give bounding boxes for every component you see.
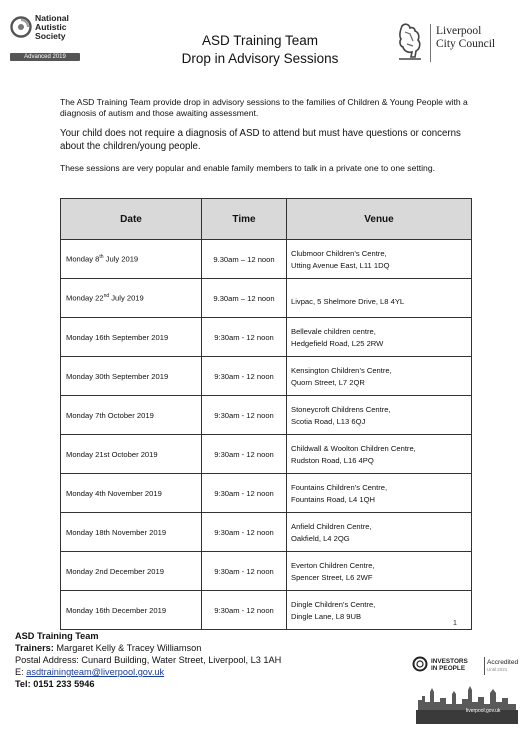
table-row [61,474,472,513]
venue-line-1: Stoneycroft Childrens Centre, [291,405,391,414]
venue-line-1: Kensington Children’s Centre, [291,366,392,375]
date-text: Monday 30th September 2019 [66,371,169,381]
date-rest: July 2019 [103,254,139,264]
session-time: 9:30am - 12 noon [202,357,287,396]
session-time: 9:30am - 12 noon [202,474,287,513]
iip-accredited: Accredited [487,659,519,666]
table-body [61,240,472,630]
email-label: E: [15,667,27,677]
footer-tel: Tel: 0151 233 5946 [15,679,95,689]
session-venue [287,591,472,630]
session-venue [287,396,472,435]
venue-line-2: Oakfield, L4 2QG [291,534,350,543]
table-row [61,552,472,591]
trainers-label: Trainers: [15,643,54,653]
session-time: 9:30am - 12 noon [202,435,287,474]
header-venue: Venue [287,199,472,240]
venue-line-2: Hedgefield Road, L25 2RW [291,339,384,348]
venue-line-2: Scotia Road, L13 6QJ [291,417,366,426]
iip-text: INVESTORS IN PEOPLE [431,658,468,673]
table-row [61,240,472,279]
page-number: 1 [453,620,457,627]
session-time: 9:30am - 12 noon [202,513,287,552]
national-autistic-society-logo [10,14,80,64]
footer-email [15,666,385,678]
session-venue [287,552,472,591]
date-text: Monday 22 [66,293,104,303]
footer-team: ASD Training Team [15,631,99,641]
venue-line-2: Livpac, 5 Shelmore Drive, L8 4YL [291,297,405,306]
table-row [61,396,472,435]
date-ordinal: nd [103,293,110,300]
investors-in-people-logo [412,652,519,682]
session-date [61,474,202,513]
iip-until: Until 2021 [487,667,508,672]
date-text: Monday 7th October 2019 [66,410,154,420]
session-date [61,318,202,357]
email-link[interactable]: asdtrainingteam@liverpool.gov.uk [26,667,165,677]
footer-contact [15,630,385,690]
session-date [61,591,202,630]
venue-line-2: Rudston Road, L16 4PQ [291,456,374,465]
date-text: Monday 21st October 2019 [66,449,158,459]
venue-line-2: Dingle Lane, L8 9UB [291,612,362,621]
date-text: Monday 18th November 2019 [66,527,167,537]
date-text: Monday 8 [66,254,100,264]
venue-line-1: Everton Children Centre, [291,561,375,570]
session-time: 9:30am - 12 noon [202,318,287,357]
date-text: Monday 16th December 2019 [66,605,167,615]
session-date [61,240,202,279]
session-date [61,435,202,474]
session-time: 9.30am – 12 noon [202,279,287,318]
table-header-row [61,199,472,240]
header-time: Time [202,199,287,240]
trainers-names: Margaret Kelly & Tracey Williamson [53,643,202,653]
venue-line-1: Childwall & Woolton Children Centre, [291,444,416,453]
venue-line-1: Clubmoor Children’s Centre, [291,249,387,258]
session-venue [287,357,472,396]
iip-ring-icon [412,656,428,672]
table-row [61,357,472,396]
liverpool-skyline-graphic [416,682,518,724]
session-venue [287,318,472,357]
venue-line-2: Quorn Street, L7 2QR [291,378,365,387]
session-venue [287,435,472,474]
session-venue [287,240,472,279]
date-text: Monday 16th September 2019 [66,332,169,342]
header-date: Date [61,199,202,240]
title-line-1: ASD Training Team [201,33,319,48]
session-date [61,513,202,552]
session-venue [287,279,472,318]
session-date [61,552,202,591]
footer-trainers [15,642,385,654]
skyline-url: liverpool.gov.uk [466,708,501,714]
nas-logo-text: National Autistic Society [35,13,69,42]
table-row [61,513,472,552]
date-rest: July 2019 [109,293,144,303]
nas-badge: Advanced 2019 [10,53,80,61]
council-name: Liverpool City Council [436,25,496,50]
venue-line-2: Utting Avenue East, L11 1DQ [291,261,390,270]
liver-bird-icon [393,22,425,62]
iip-divider [484,657,485,675]
venue-line-1: Dingle Children’s Centre, [291,600,376,609]
venue-line-1: Anfield Children Centre, [291,522,372,531]
session-venue [287,513,472,552]
title-line-2: Drop in Advisory Sessions [181,51,339,66]
session-time: 9:30am - 12 noon [202,552,287,591]
table-row [61,591,472,630]
logo-divider [430,24,431,62]
table-row [61,435,472,474]
intro-paragraph-2: Your child does not require a diagnosis of ASD to attend but must have questions or concerns about the children/young people. [60,128,461,152]
footer-postal: Postal Address: Cunard Building, Water Street, Liverpool, L3 1AH [15,655,282,665]
session-date [61,279,202,318]
venue-line-2: Fountains Road, L4 1QH [291,495,376,504]
session-date [61,357,202,396]
sessions-table [60,198,472,630]
nas-swirl-icon [10,16,32,38]
date-ordinal: th [99,254,104,261]
intro-paragraph-1: The ASD Training Team provide drop in advisory sessions to the families of Children & Young People with a diagnosis of autism and those awaiting assessment. [60,97,468,118]
date-text: Monday 2nd December 2019 [66,566,164,576]
venue-line-2: Spencer Street, L6 2WF [291,573,373,582]
table-row [61,279,472,318]
document-title [140,32,380,68]
session-date [61,396,202,435]
intro-paragraph-3: These sessions are very popular and enable family members to talk in a private one to one setting. [60,163,435,173]
liverpool-city-council-logo [393,22,513,68]
session-time: 9:30am - 12 noon [202,591,287,630]
date-text: Monday 4th November 2019 [66,488,162,498]
venue-line-1: Fountains Children’s Centre, [291,483,388,492]
session-time: 9.30am – 12 noon [202,240,287,279]
venue-line-1: Bellevale children centre, [291,327,376,336]
table-row [61,318,472,357]
session-venue [287,474,472,513]
session-time: 9:30am - 12 noon [202,396,287,435]
